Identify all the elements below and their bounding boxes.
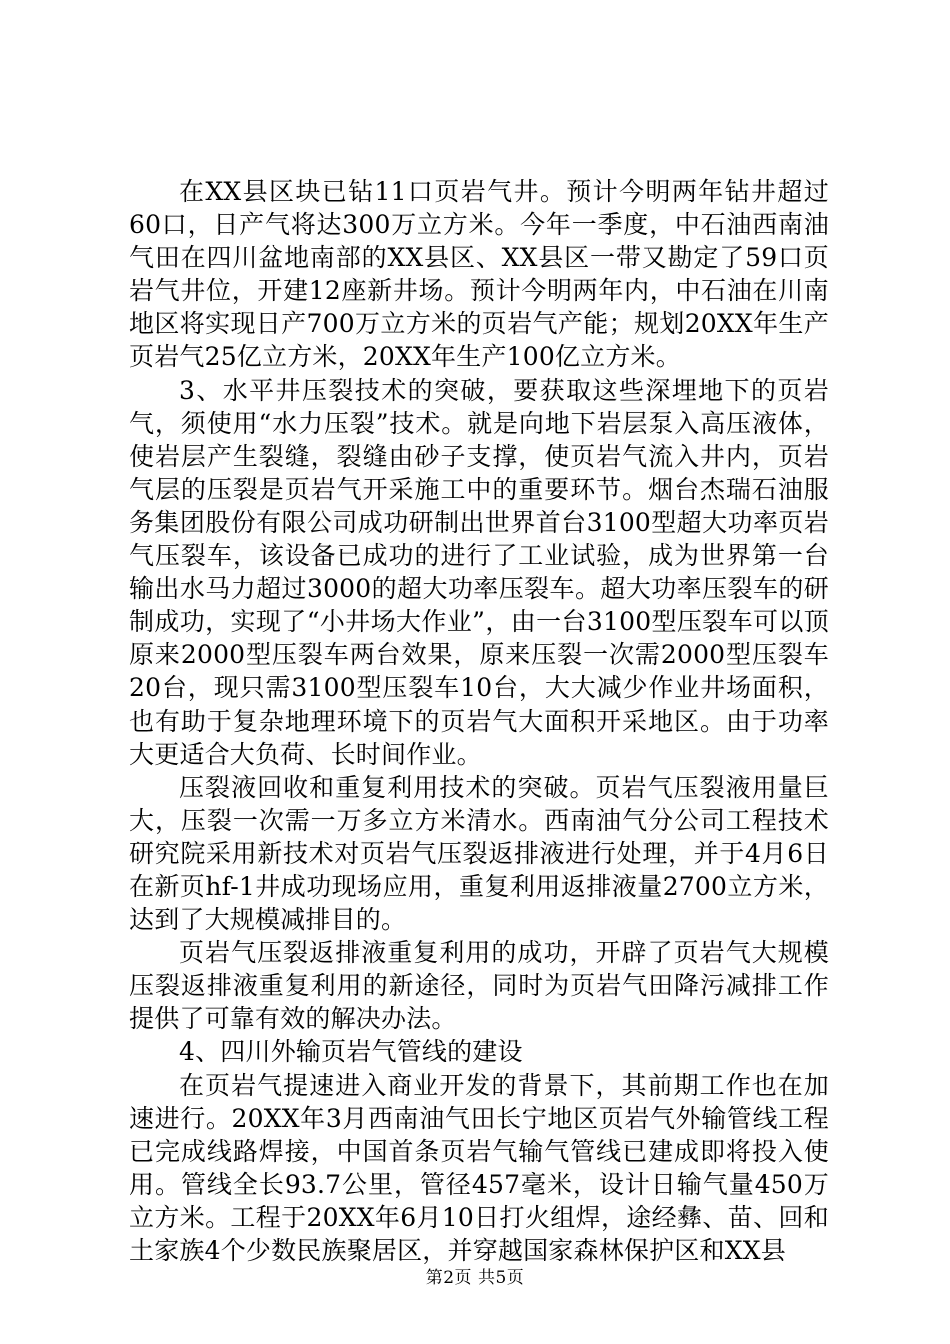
- document-body: [129, 175, 829, 1267]
- paragraph-pipeline-construction: 在页岩气提速进入商业开发的背景下，其前期工作也在加速进行。20XX年3月西南油气田长宁地区页岩气外输管线工程已完成线路焊接，中国首条页岩气输气管线已建成即将投入使用。管线全长93.7公里，管径457毫米，设计日输气量450万立方米。工程于20XX年6月10日打火组焊，途经彝、苗、回和土家族4个少数民族聚居区，并穿越国家森林保护区和XX县: [129, 1070, 829, 1265]
- paragraph-recycling-success: 页岩气压裂返排液重复利用的成功，开辟了页岩气大规模压裂返排液重复利用的新途径，同时为页岩气田降污减排工作提供了可靠有效的解决办法。: [129, 938, 829, 1034]
- paragraph-fluid-recycling: 压裂液回收和重复利用技术的突破。页岩气压裂液用量巨大，压裂一次需一万多立方米清水。西南油气分公司工程技术研究院采用新技术对页岩气压裂返排液进行处理，并于4月6日在新页hf-1井成功现场应用，重复利用返排液量2700立方米，达到了大规模减排目的。: [129, 772, 829, 935]
- paragraph-fracturing-technology: 3、水平井压裂技术的突破，要获取这些深埋地下的页岩气，须使用“水力压裂”技术。就是向地下岩层泵入高压液体，使岩层产生裂缝，裂缝由砂子支撑，使页岩气流入井内，页岩气层的压裂是页岩气开采施工中的重要环节。烟台杰瑞石油服务集团股份有限公司成功研制出世界首台3100型超大功率页岩气压裂车，该设备已成功的进行了工业试验，成为世界第一台输出水马力超过3000的超大功率压裂车。超大功率压裂车的研制成功，实现了“小井场大作业”，由一台3100型压裂车可以顶原来2000型压裂车两台效果，原来压裂一次需2000型压裂车20台，现只需3100型压裂车10台，大大减少作业井场面积，也有助于复杂地理环境下的页岩气大面积开采地区。由于功率大更适合大负荷、长时间作业。: [129, 375, 829, 769]
- page-number-footer: 第2页 共5页: [425, 1268, 525, 1288]
- paragraph-shale-wells: 在XX县区块已钻11口页岩气井。预计今明两年钻井超过60口，日产气将达300万立方米。今年一季度，中石油西南油气田在四川盆地南部的XX县区、XX县区一带又勘定了59口页岩气井位，开建12座新井场。预计今明两年内，中石油在川南地区将实现日产700万立方米的页岩气产能；规划20XX年生产页岩气25亿立方米，20XX年生产100亿立方米。: [129, 177, 829, 372]
- section-heading-pipeline: 4、四川外输页岩气管线的建设: [179, 1037, 523, 1067]
